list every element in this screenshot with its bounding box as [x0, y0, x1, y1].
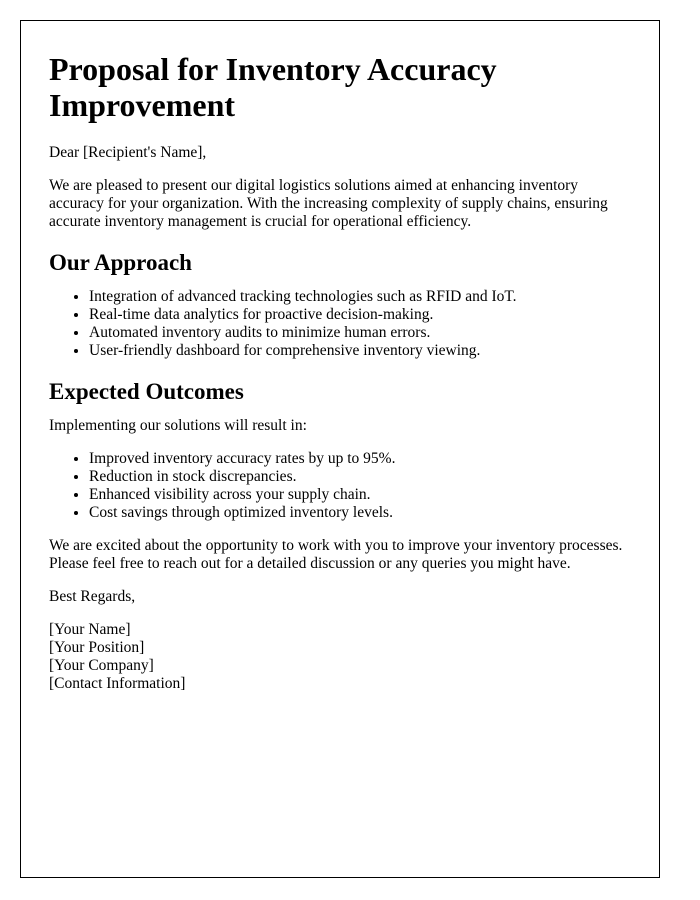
list-item: • Cost savings through optimized inventory levels. [89, 504, 631, 522]
signature-position: [Your Position] [49, 639, 145, 656]
approach-heading: Our Approach [49, 250, 192, 275]
letter-title: Proposal for Inventory Accuracy Improvement [49, 51, 497, 123]
signature-block [49, 621, 631, 693]
list-item: • User-friendly dashboard for comprehensive inventory viewing. [89, 342, 631, 360]
list-item: • Automated inventory audits to minimize human errors. [89, 324, 631, 342]
list-item: • Improved inventory accuracy rates by up to 95%. [89, 450, 631, 468]
letter-page [20, 20, 660, 878]
outcomes-list [49, 450, 631, 522]
list-item: • Reduction in stock discrepancies. [89, 468, 631, 486]
signature-contact: [Contact Information] [49, 675, 186, 692]
list-item: • Integration of advanced tracking technologies such as RFID and IoT. [89, 288, 631, 306]
outcomes-lead: Implementing our solutions will result in: [49, 417, 307, 434]
list-item: • Enhanced visibility across your supply chain. [89, 486, 631, 504]
greeting: Dear [Recipient's Name], [49, 144, 207, 161]
closing-paragraph: We are excited about the opportunity to work with you to improve your inventory processes. Please feel free to reach out for a detailed discussion or any queries you might have. [49, 537, 623, 572]
approach-list [49, 288, 631, 360]
signature-name: [Your Name] [49, 621, 131, 638]
intro-paragraph: We are pleased to present our digital logistics solutions aimed at enhancing inventory accuracy for your organization. With the increasing complexity of supply chains, ensuring accurate inventory management is crucial for operational efficiency. [49, 177, 608, 230]
outcomes-heading: Expected Outcomes [49, 379, 244, 404]
signoff: Best Regards, [49, 588, 136, 605]
signature-company: [Your Company] [49, 657, 154, 674]
list-item: • Real-time data analytics for proactive decision-making. [89, 306, 631, 324]
